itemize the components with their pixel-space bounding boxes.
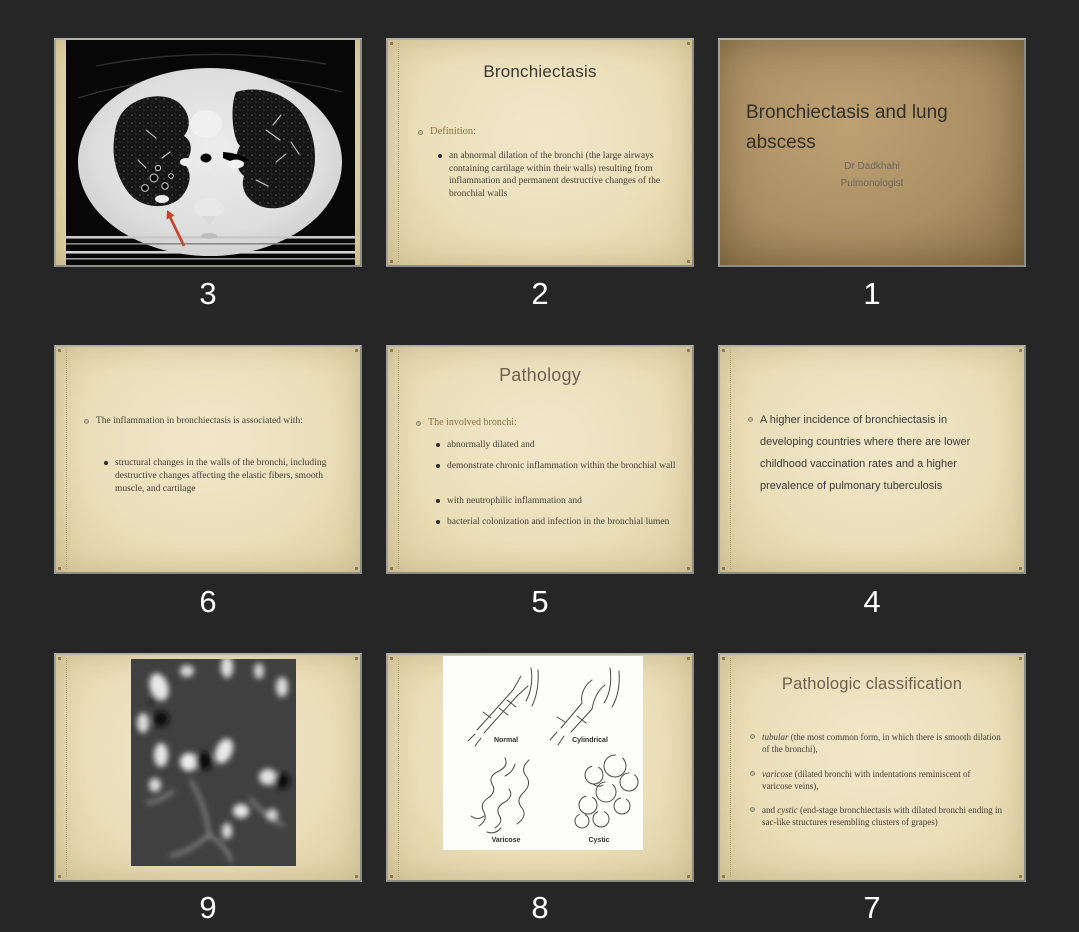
- chest-ct-image: [66, 40, 355, 265]
- presentation-title: Bronchiectasis and lung abscess: [746, 102, 948, 154]
- slide-6-sub-bullet: structural changes in the walls of the bronchi, including destructive changes affecting the elastic fibers, smooth muscle, and cartilage: [104, 457, 339, 495]
- slide-7-bullet-2: varicose (dilated bronchi with indentations reminiscent of varicose veins),: [750, 768, 1002, 792]
- slide-thumbnail-8[interactable]: [386, 653, 694, 882]
- bronchiectasis-types-diagram: [443, 656, 643, 850]
- bullet-marker-icon: [750, 771, 755, 776]
- slide-2-sub-bullet: an abnormal dilation of the bronchi (the large airways containing cartilage within their walls) resulting from inflammation and permanent destructive changes of the bronchial walls: [438, 150, 676, 200]
- corner-marks: [390, 349, 393, 352]
- slide-5-sub-bullet-3: with neutrophilic inflammation and: [436, 495, 678, 507]
- slide-edge-stitch: [398, 658, 399, 877]
- slide-thumbnail-1[interactable]: [718, 38, 1026, 267]
- slide-5-sub-bullet-1: abnormally dilated and: [436, 439, 678, 451]
- slide-number-4: 4: [863, 584, 881, 619]
- slide-edge-stitch: [66, 658, 67, 877]
- presentation-author-role: Pulmonologist: [840, 178, 904, 189]
- slide-7-bullet-1: tubular (the most common form, in which there is smooth dilation of the bronchi),: [750, 731, 1002, 755]
- bullet-marker-icon: [748, 417, 753, 422]
- slide-edge-stitch: [66, 350, 67, 569]
- slide-4-bullet: A higher incidence of bronchiectasis in developing countries where there are lower childhood vaccination rates and a higher prevalence of pulmonary tuberculosis: [748, 409, 1000, 497]
- slide-thumbnail-4[interactable]: [718, 345, 1026, 574]
- corner-marks: [722, 349, 725, 352]
- diagram-label-cylindrical: Cylindrical: [572, 737, 608, 744]
- sub-bullet-marker-icon: [436, 499, 440, 503]
- sub-bullet-marker-icon: [436, 443, 440, 447]
- diagram-label-cystic: Cystic: [588, 837, 610, 844]
- slide-5-sub-bullet-4: bacterial colonization and infection in the bronchial lumen: [436, 516, 678, 528]
- slide-number-8: 8: [531, 890, 549, 925]
- slide-number-9: 9: [199, 890, 217, 925]
- slide-number-6: 6: [199, 584, 217, 619]
- slide-number-3: 3: [199, 276, 217, 311]
- slide-5-title: Pathology: [499, 365, 581, 385]
- slide-6-bullet: The inflammation in bronchiectasis is associated with:: [84, 415, 322, 428]
- slide-number-5: 5: [531, 584, 549, 619]
- sub-bullet-marker-icon: [436, 464, 440, 468]
- presentation-author: Dr Dadkhahi: [844, 161, 900, 172]
- slide-edge-stitch: [730, 350, 731, 569]
- bullet-marker-icon: [418, 130, 423, 135]
- corner-marks: [390, 657, 393, 660]
- slide-thumbnail-6[interactable]: [54, 345, 362, 574]
- slide-thumbnail-7[interactable]: [718, 653, 1026, 882]
- corner-marks: [722, 657, 725, 660]
- slide-number-2: 2: [531, 276, 549, 311]
- sub-bullet-marker-icon: [436, 520, 440, 524]
- slide-number-7: 7: [863, 890, 881, 925]
- slide-2-title: Bronchiectasis: [483, 62, 597, 81]
- slide-2-bullet: Definition:: [418, 126, 476, 137]
- slide-number-1: 1: [863, 276, 881, 311]
- diagram-label-varicose: Varicose: [491, 837, 521, 844]
- slide-thumbnail-9[interactable]: [54, 653, 362, 882]
- bullet-marker-icon: [416, 421, 421, 426]
- slide-7-bullet-3: and cystic (end-stage bronchiectasis with dilated bronchi ending in sac-like structures resembling clusters of grapes): [750, 804, 1002, 828]
- slide-thumbnail-5[interactable]: [386, 345, 694, 574]
- slide-thumbnail-3[interactable]: [54, 38, 362, 267]
- bullet-marker-icon: [750, 807, 755, 812]
- slide-7-title: Pathologic classification: [781, 675, 963, 693]
- sub-bullet-marker-icon: [438, 154, 442, 158]
- bullet-marker-icon: [750, 734, 755, 739]
- corner-marks: [58, 349, 61, 352]
- slide-5-sub-bullet-2: demonstrate chronic inflammation within the bronchial wall: [436, 460, 678, 472]
- corner-marks: [58, 657, 61, 660]
- slide-thumbnail-2[interactable]: [386, 38, 694, 267]
- corner-marks: [390, 42, 393, 45]
- bullet-marker-icon: [84, 419, 89, 424]
- blurred-ct-closeup-image: [131, 659, 296, 866]
- diagram-label-normal: Normal: [493, 737, 519, 744]
- slide-5-bullet: The involved bronchi:: [416, 417, 517, 428]
- sub-bullet-marker-icon: [104, 461, 108, 465]
